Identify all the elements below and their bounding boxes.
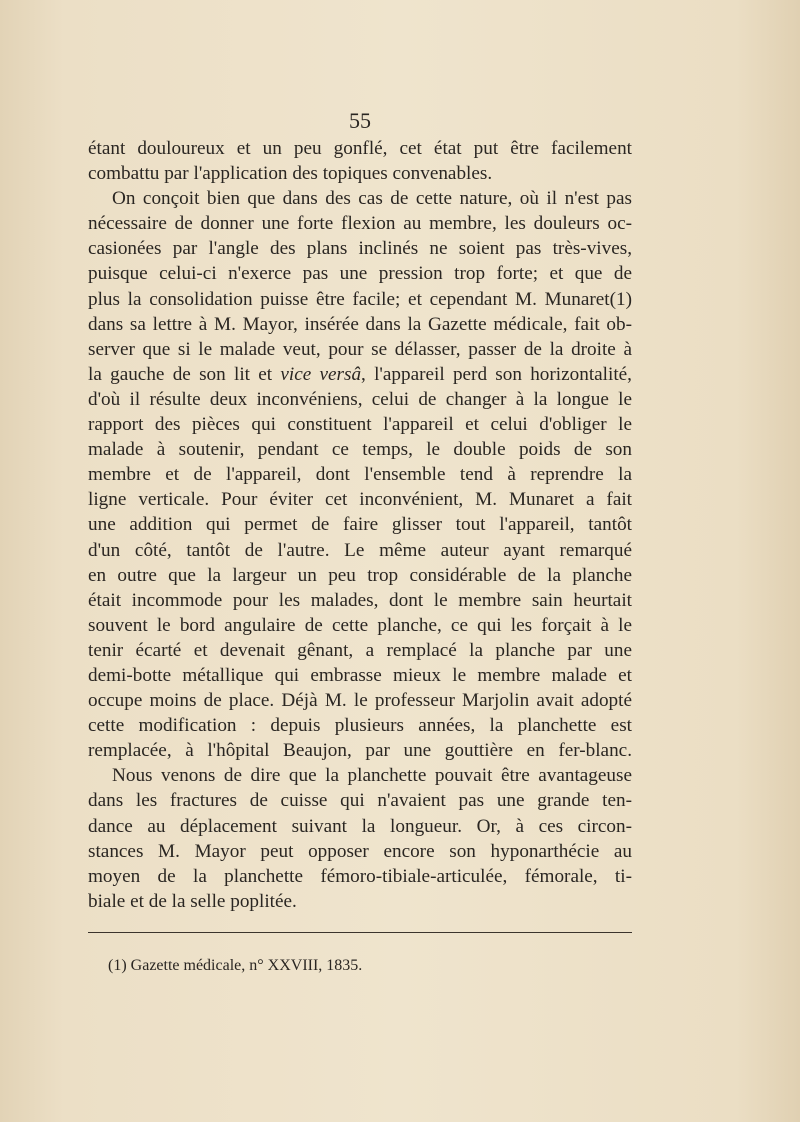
text-line: membre et de l'appareil, dont l'ensemble tend à reprendre la: [88, 464, 632, 486]
text-line: était incommode pour les malades, dont le membre sain heurtait: [88, 589, 632, 611]
text-line: remplacée, à l'hôpital Beaujon, par une gouttière en fer-blanc.: [88, 740, 632, 762]
footnote: (1) Gazette médicale, n° XXVIII, 1835.: [108, 957, 363, 974]
text-line: Nous venons de dire que la planchette pouvait être avantageuse: [112, 765, 632, 787]
text-line: une addition qui permet de faire glisser tout l'appareil, tantôt: [88, 514, 632, 536]
text-line: cette modification : depuis plusieurs années, la planchette est: [88, 715, 632, 737]
footnote-divider: [88, 932, 632, 933]
text-line: d'un côté, tantôt de l'autre. Le même auteur ayant remarqué: [88, 539, 632, 561]
page-number: 55: [349, 108, 371, 133]
text-line: server que si le malade veut, pour se délasser, passer de la droite à: [88, 338, 632, 360]
text-line: stances M. Mayor peut opposer encore son hyponarthécie au: [88, 840, 632, 862]
text-line: combattu par l'application des topiques convenables.: [88, 163, 493, 185]
text-line: rapport des pièces qui constituent l'appareil et celui d'obliger le: [88, 414, 632, 436]
body-text: [88, 136, 632, 914]
italic-phrase: vice versâ: [280, 363, 362, 385]
text-line: puisque celui-ci n'exerce pas une pression trop forte; et que de: [88, 263, 632, 285]
text-line: biale et de la selle poplitée.: [88, 890, 297, 912]
text-line: dans sa lettre à M. Mayor, insérée dans la Gazette médicale, fait ob-: [88, 313, 632, 335]
text-line: dance au déplacement suivant la longueur. Or, à ces circon-: [88, 815, 632, 837]
text-line: malade à soutenir, pendant ce temps, le double poids de son: [88, 439, 632, 461]
text-line: casionées par l'angle des plans inclinés ne soient pas très-vives,: [88, 238, 632, 260]
text-line: plus la consolidation puisse être facile; et cependant M. Munaret(1): [88, 288, 632, 310]
text-line: dans les fractures de cuisse qui n'avaient pas une grande ten-: [88, 790, 632, 812]
text-line: ligne verticale. Pour éviter cet inconvénient, M. Munaret a fait: [88, 489, 632, 511]
text-line: souvent le bord angulaire de cette planche, ce qui les forçait à le: [88, 614, 632, 636]
text-line: en outre que la largeur un peu trop considérable de la planche: [88, 564, 632, 586]
text-line: nécessaire de donner une forte flexion au membre, les douleurs oc-: [88, 213, 632, 235]
text-line: On conçoit bien que dans des cas de cette nature, où il n'est pas: [112, 188, 632, 210]
text-line: d'où il résulte deux inconvéniens, celui de changer à la longue le: [88, 388, 632, 410]
text-line: la gauche de son lit et vice versâ, l'appareil perd son horizontalité,: [88, 363, 632, 385]
text-line: occupe moins de place. Déjà M. le professeur Marjolin avait adopté: [88, 690, 632, 712]
text-line: demi-botte métallique qui embrasse mieux le membre malade et: [88, 664, 632, 686]
text-line: étant douloureux et un peu gonflé, cet état put être facilement: [88, 138, 632, 159]
text-line: tenir écarté et devenait gênant, a remplacé la planche par une: [88, 639, 632, 661]
text-line: moyen de la planchette fémoro-tibiale-articulée, fémorale, ti-: [88, 865, 632, 887]
